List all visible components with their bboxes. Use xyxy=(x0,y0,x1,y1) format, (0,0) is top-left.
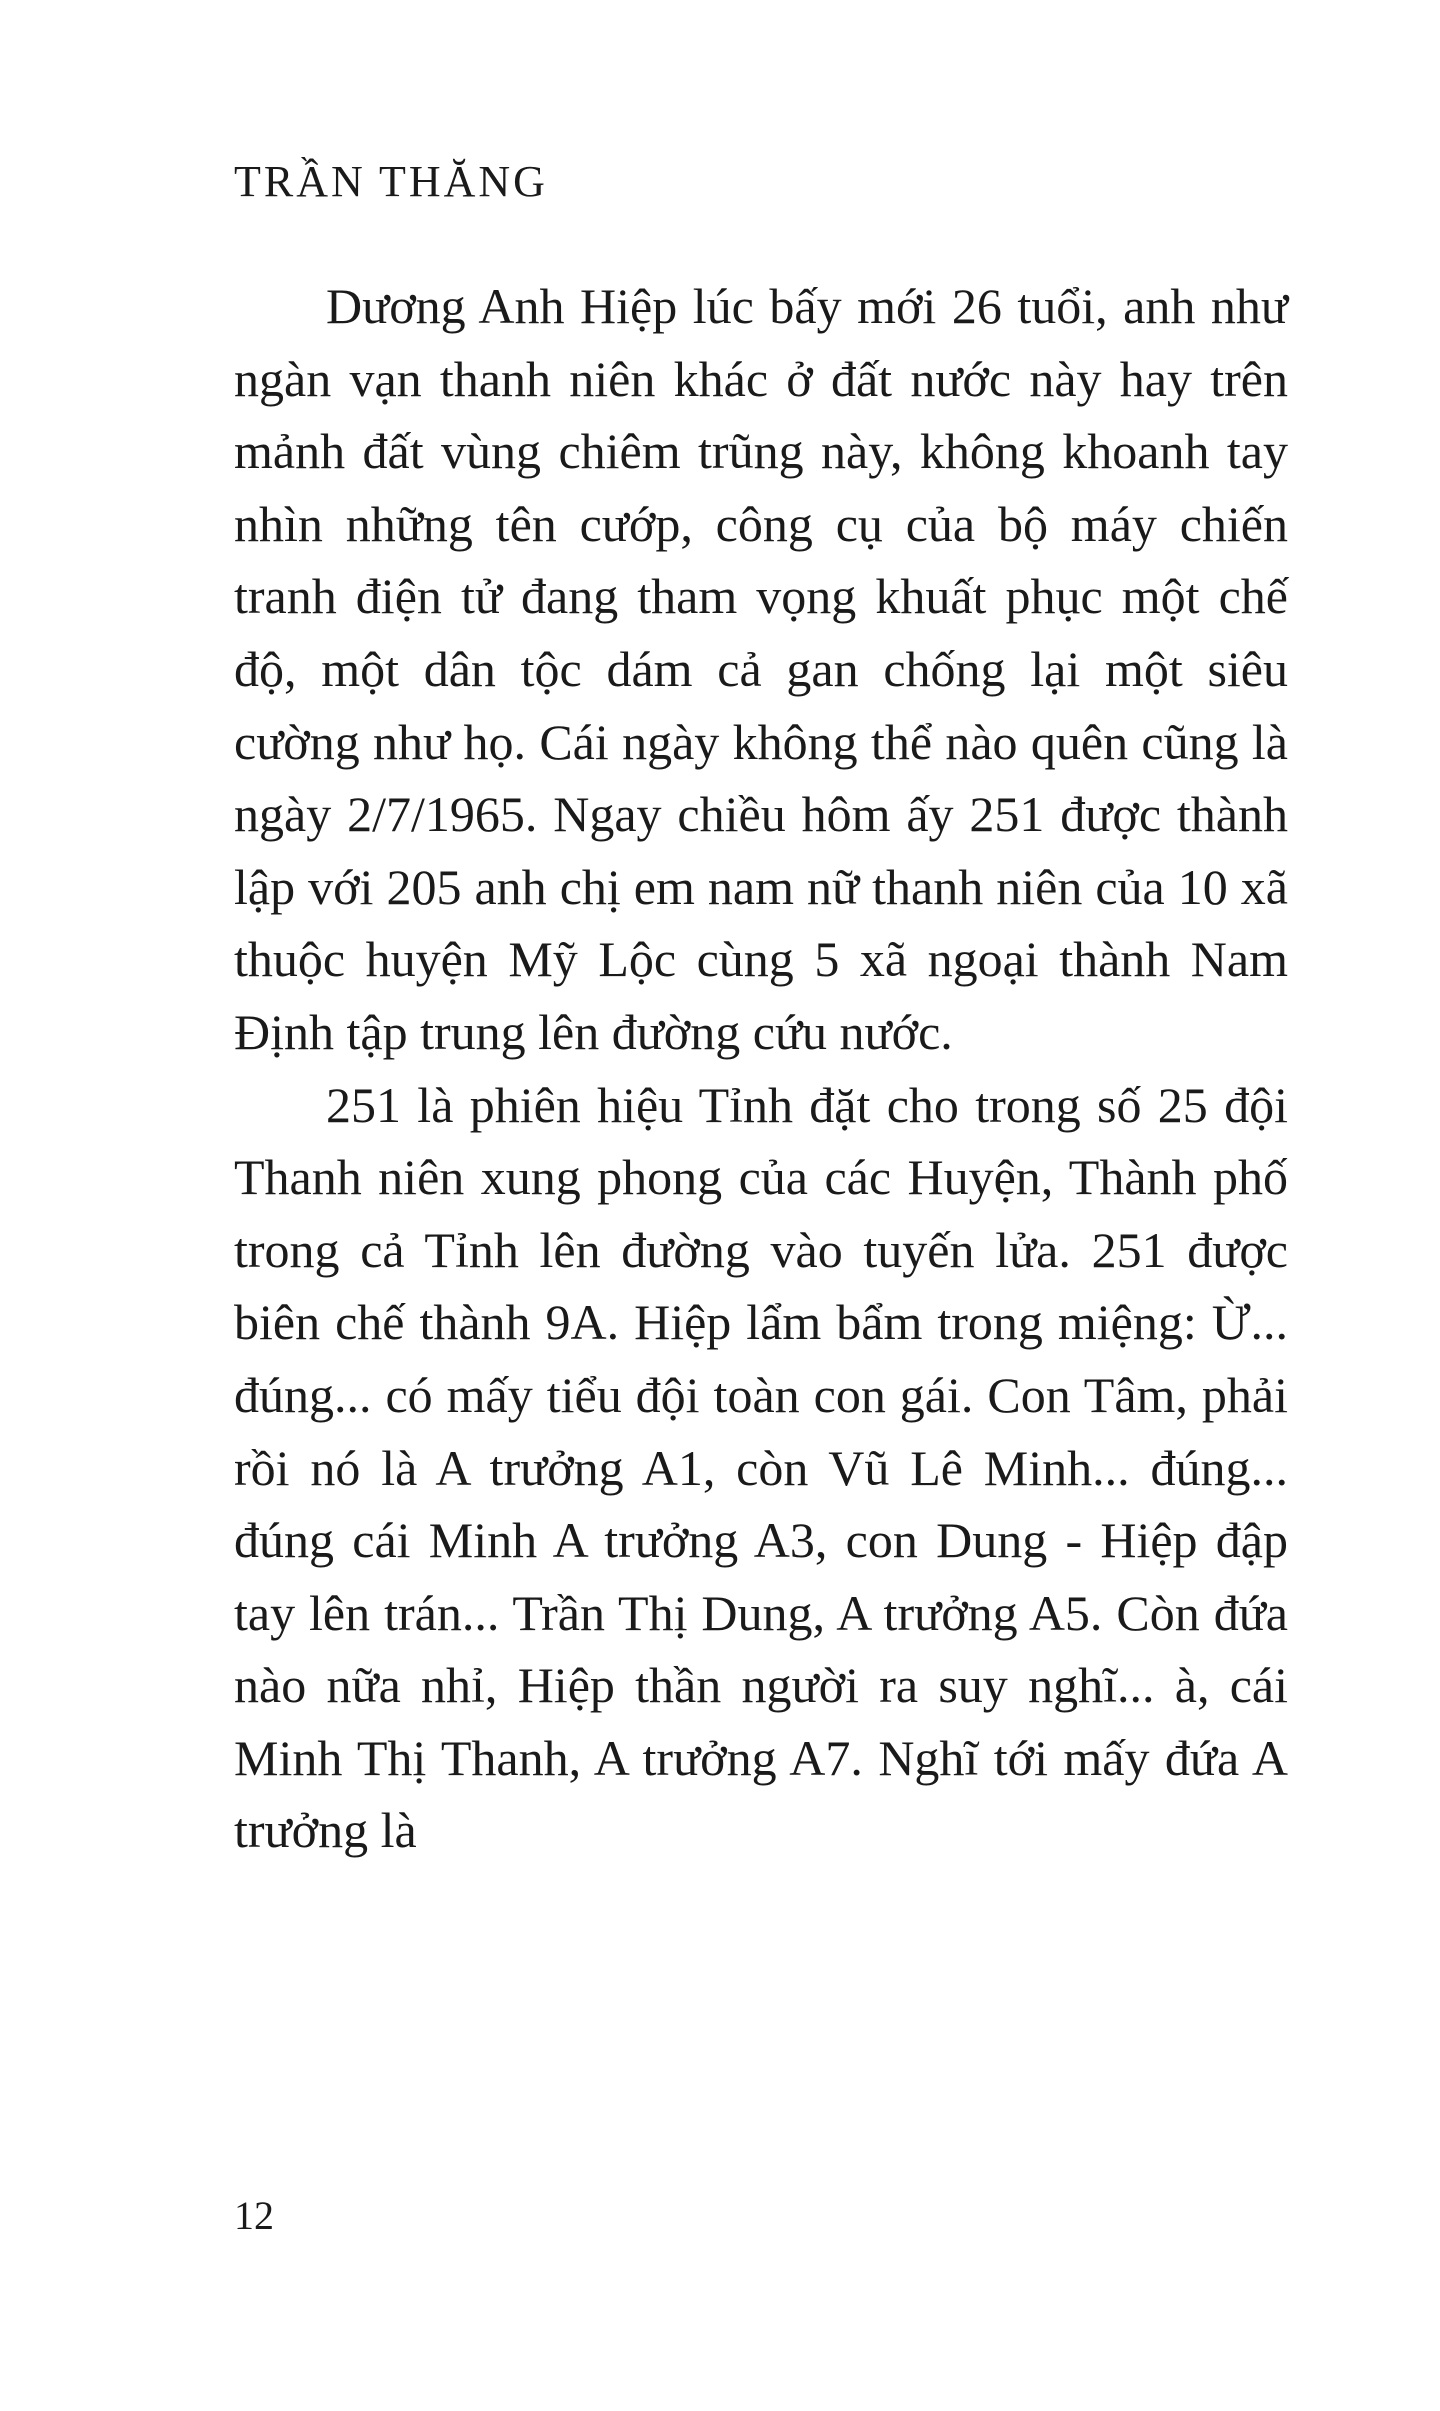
page-number: 12 xyxy=(234,2193,274,2238)
paragraph-2: 251 là phiên hiệu Tỉnh đặt cho trong số 25 đội Thanh niên xung phong của các Huyện, Thành phố trong cả Tỉnh lên đường vào tuyến lửa. 251 được biên chế thành 9A. Hiệp lẩm bẩm trong miệng: Ừ... đúng... có mấy tiểu đội toàn con gái. Con Tâm, phải rồi nó là A trưởng A1, còn Vũ Lê Minh... đúng... đúng cái Minh A trưởng A3, con Dung - Hiệp đập tay lên trán... Trần Thị Dung, A trưởng A5. Còn đứa nào nữa nhỉ, Hiệp thần người ra suy nghĩ... à, cái Minh Thị Thanh, A trưởng A7. Nghĩ tới mấy đứa A trưởng là xyxy=(234,1076,1288,1859)
running-header-author: TRẦN THĂNG xyxy=(234,157,548,206)
body-text xyxy=(234,270,1288,1867)
paragraph-1: Dương Anh Hiệp lúc bấy mới 26 tuổi, anh như ngàn vạn thanh niên khác ở đất nước này hay trên mảnh đất vùng chiêm trũng này, không khoanh tay nhìn những tên cướp, công cụ của bộ máy chiến tranh điện tử đang tham vọng khuất phục một chế độ, một dân tộc dám cả gan chống lại một siêu cường như họ. Cái ngày không thể nào quên cũng là ngày 2/7/1965. Ngay chiều hôm ấy 251 được thành lập với 205 anh chị em nam nữ thanh niên của 10 xã thuộc huyện Mỹ Lộc cùng 5 xã ngoại thành Nam Định tập trung lên đường cứu nước. xyxy=(234,278,1288,1060)
